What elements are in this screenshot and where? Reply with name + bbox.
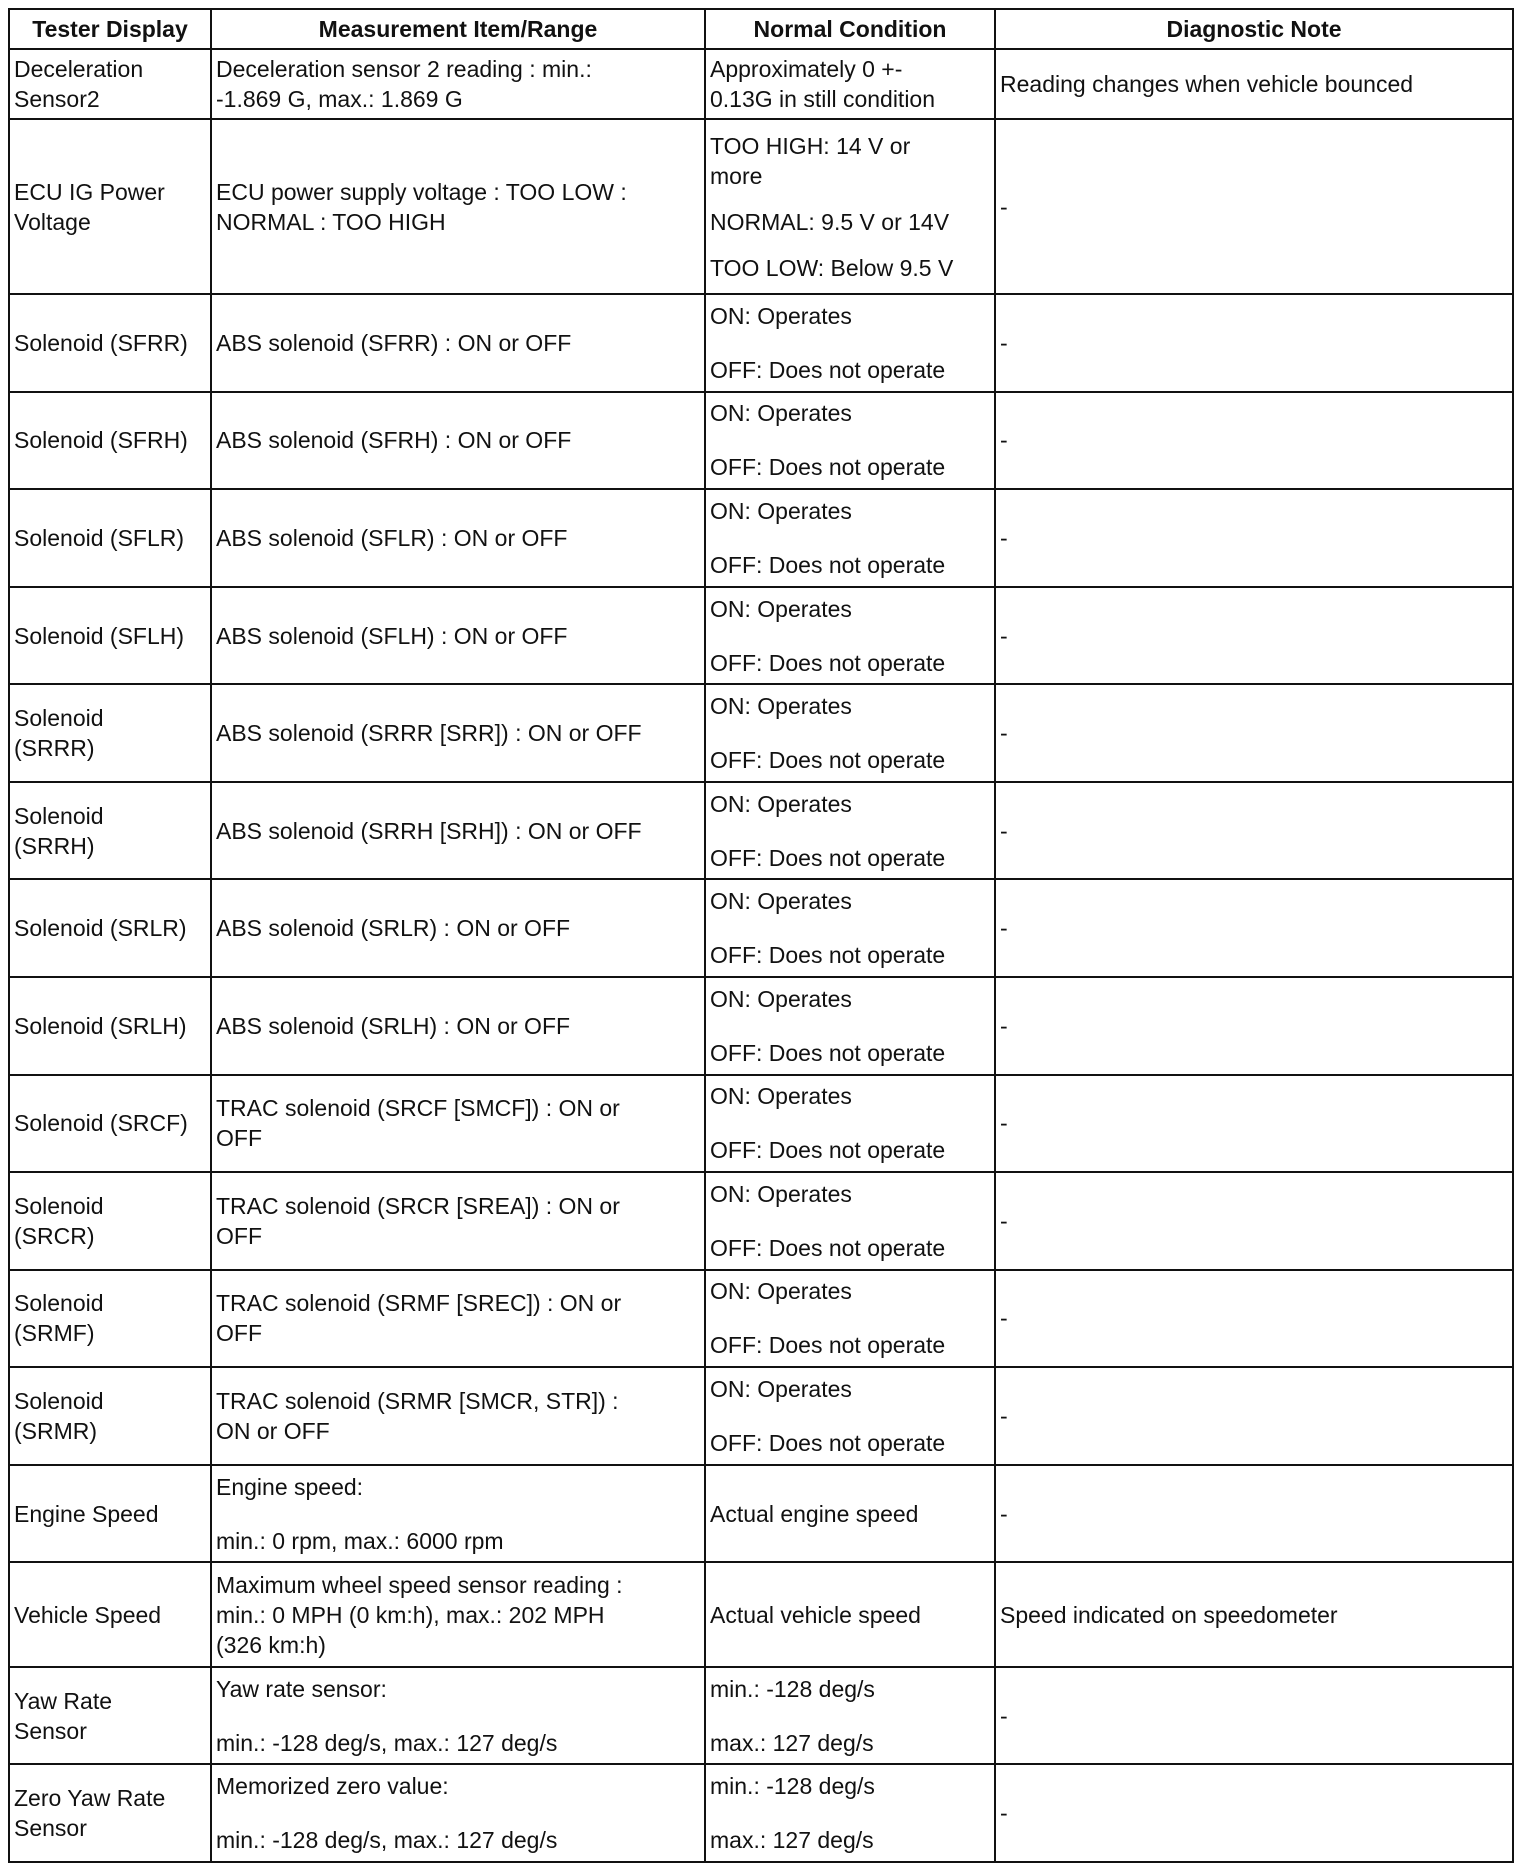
table-row	[9, 119, 1513, 294]
normal-condition-line: ON: Operates	[710, 595, 852, 622]
tester-display-cell: Solenoid (SRMR)	[9, 1367, 211, 1465]
measurement-item-line: Engine speed:	[216, 1473, 364, 1500]
normal-condition-cell	[705, 977, 995, 1075]
column-header-tester-display: Tester Display	[9, 9, 211, 49]
normal-condition-line: ON: Operates	[710, 497, 852, 524]
table-row	[9, 1075, 1513, 1173]
measurement-item-cell	[211, 1667, 705, 1765]
diagnostic-note-cell: -	[995, 1667, 1513, 1765]
measurement-item-line: min.: -128 deg/s, max.: 127 deg/s	[216, 1729, 558, 1756]
normal-condition-line: Actual engine speed	[710, 1500, 919, 1527]
normal-condition-cell	[705, 684, 995, 782]
measurement-item-cell: ABS solenoid (SFRR) : ON or OFF	[211, 294, 705, 392]
measurement-item-cell: ABS solenoid (SFLH) : ON or OFF	[211, 587, 705, 685]
table-row	[9, 489, 1513, 587]
diagnostic-note-cell: -	[995, 1172, 1513, 1270]
table-header-row	[9, 9, 1513, 49]
normal-condition-line: OFF: Does not operate	[710, 1137, 946, 1164]
normal-condition-line: TOO LOW: Below 9.5 V	[710, 254, 954, 281]
normal-condition-cell	[705, 879, 995, 977]
tester-display-cell: Solenoid (SRLR)	[9, 879, 211, 977]
normal-condition-cell	[705, 587, 995, 685]
table-row	[9, 1270, 1513, 1368]
normal-condition-cell	[705, 1270, 995, 1368]
measurement-item-line: Memorized zero value:	[216, 1773, 449, 1800]
normal-condition-line: ON: Operates	[710, 1083, 852, 1110]
normal-condition-line: OFF: Does not operate	[710, 1332, 946, 1359]
normal-condition-cell	[705, 49, 995, 119]
normal-condition-line: OFF: Does not operate	[710, 454, 946, 481]
normal-condition-line: TOO HIGH: 14 V or more	[710, 132, 911, 189]
normal-condition-line: OFF: Does not operate	[710, 1430, 946, 1457]
table-row	[9, 294, 1513, 392]
normal-condition-line: ON: Operates	[710, 888, 852, 915]
normal-condition-line: OFF: Does not operate	[710, 649, 946, 676]
normal-condition-line: ON: Operates	[710, 400, 852, 427]
measurement-item-cell	[211, 1764, 705, 1862]
normal-condition-line: ON: Operates	[710, 1278, 852, 1305]
measurement-item-line: Yaw rate sensor:	[216, 1675, 387, 1702]
measurement-item-cell: ECU power supply voltage : TOO LOW : NORMAL : TOO HIGH	[211, 119, 705, 294]
diagnostic-note-cell: -	[995, 489, 1513, 587]
normal-condition-cell	[705, 1764, 995, 1862]
measurement-item-cell: TRAC solenoid (SRMF [SREC]) : ON or OFF	[211, 1270, 705, 1368]
measurement-item-cell: TRAC solenoid (SRCF [SMCF]) : ON or OFF	[211, 1075, 705, 1173]
tester-display-cell: Solenoid (SRLH)	[9, 977, 211, 1075]
diagnostic-note-cell: -	[995, 119, 1513, 294]
tester-display-cell: Vehicle Speed	[9, 1562, 211, 1666]
table-row	[9, 1667, 1513, 1765]
diagnostic-note-cell: -	[995, 1367, 1513, 1465]
diagnostic-note-cell: -	[995, 977, 1513, 1075]
tester-display-cell: Engine Speed	[9, 1465, 211, 1563]
normal-condition-line: ON: Operates	[710, 1180, 852, 1207]
normal-condition-line: ON: Operates	[710, 302, 852, 329]
column-header-measurement-item: Measurement Item/Range	[211, 9, 705, 49]
table-row	[9, 1764, 1513, 1862]
diagnostic-note-cell: -	[995, 294, 1513, 392]
tester-display-cell: Deceleration Sensor2	[9, 49, 211, 119]
normal-condition-line: Approximately 0 +- 0.13G in still condition	[710, 56, 936, 113]
table-body	[9, 49, 1513, 1862]
measurement-item-line: min.: 0 rpm, max.: 6000 rpm	[216, 1527, 504, 1554]
measurement-item-cell: ABS solenoid (SFLR) : ON or OFF	[211, 489, 705, 587]
normal-condition-cell	[705, 392, 995, 490]
table-row	[9, 1562, 1513, 1666]
normal-condition-cell	[705, 1367, 995, 1465]
measurement-item-cell	[211, 1465, 705, 1563]
diagnostic-note-cell: -	[995, 879, 1513, 977]
column-header-normal-condition: Normal Condition	[705, 9, 995, 49]
normal-condition-line: ON: Operates	[710, 693, 852, 720]
tester-display-cell: Solenoid (SRMF)	[9, 1270, 211, 1368]
table-row	[9, 1172, 1513, 1270]
table-row	[9, 782, 1513, 880]
data-list-table	[8, 8, 1514, 1863]
table-row	[9, 49, 1513, 119]
table-row	[9, 392, 1513, 490]
normal-condition-line: OFF: Does not operate	[710, 844, 946, 871]
measurement-item-cell: ABS solenoid (SFRH) : ON or OFF	[211, 392, 705, 490]
tester-display-cell: Solenoid (SRCF)	[9, 1075, 211, 1173]
normal-condition-line: min.: -128 deg/s	[710, 1773, 875, 1800]
measurement-item-cell: Maximum wheel speed sensor reading : min.: 0 MPH (0 km:h), max.: 202 MPH (326 km:h)	[211, 1562, 705, 1666]
normal-condition-line: OFF: Does not operate	[710, 942, 946, 969]
normal-condition-line: ON: Operates	[710, 985, 852, 1012]
diagnostic-note-cell: -	[995, 684, 1513, 782]
diagnostic-note-cell: -	[995, 1764, 1513, 1862]
diagnostic-note-cell: -	[995, 782, 1513, 880]
tester-display-cell: Yaw Rate Sensor	[9, 1667, 211, 1765]
measurement-item-cell: ABS solenoid (SRLH) : ON or OFF	[211, 977, 705, 1075]
normal-condition-cell	[705, 1172, 995, 1270]
diagnostic-note-cell: -	[995, 1270, 1513, 1368]
tester-display-cell: Solenoid (SFRH)	[9, 392, 211, 490]
normal-condition-line: OFF: Does not operate	[710, 747, 946, 774]
normal-condition-line: OFF: Does not operate	[710, 356, 946, 383]
tester-display-cell: Solenoid (SRRR)	[9, 684, 211, 782]
table-row	[9, 1367, 1513, 1465]
table-row	[9, 684, 1513, 782]
tester-display-cell: Solenoid (SFRR)	[9, 294, 211, 392]
normal-condition-line: NORMAL: 9.5 V or 14V	[710, 208, 950, 235]
normal-condition-cell	[705, 1562, 995, 1666]
measurement-item-line: min.: -128 deg/s, max.: 127 deg/s	[216, 1827, 558, 1854]
normal-condition-line: ON: Operates	[710, 1376, 852, 1403]
tester-display-cell: Solenoid (SFLR)	[9, 489, 211, 587]
measurement-item-cell: TRAC solenoid (SRCR [SREA]) : ON or OFF	[211, 1172, 705, 1270]
normal-condition-line: OFF: Does not operate	[710, 1234, 946, 1261]
diagnostic-note-cell: Speed indicated on speedometer	[995, 1562, 1513, 1666]
normal-condition-line: max.: 127 deg/s	[710, 1729, 874, 1756]
table-row	[9, 879, 1513, 977]
measurement-item-cell: Deceleration sensor 2 reading : min.: -1.869 G, max.: 1.869 G	[211, 49, 705, 119]
diagnostic-note-cell: -	[995, 392, 1513, 490]
normal-condition-line: OFF: Does not operate	[710, 1039, 946, 1066]
diagnostic-note-cell: -	[995, 1465, 1513, 1563]
tester-display-cell: Solenoid (SFLH)	[9, 587, 211, 685]
measurement-item-cell: ABS solenoid (SRRH [SRH]) : ON or OFF	[211, 782, 705, 880]
normal-condition-cell	[705, 1465, 995, 1563]
table-row	[9, 587, 1513, 685]
measurement-item-cell: ABS solenoid (SRLR) : ON or OFF	[211, 879, 705, 977]
tester-display-cell: ECU IG Power Voltage	[9, 119, 211, 294]
normal-condition-line: Actual vehicle speed	[710, 1601, 921, 1628]
table-row	[9, 1465, 1513, 1563]
normal-condition-cell	[705, 782, 995, 880]
normal-condition-line: ON: Operates	[710, 790, 852, 817]
normal-condition-line: min.: -128 deg/s	[710, 1675, 875, 1702]
normal-condition-line: max.: 127 deg/s	[710, 1827, 874, 1854]
tester-display-cell: Solenoid (SRCR)	[9, 1172, 211, 1270]
tester-display-cell: Zero Yaw Rate Sensor	[9, 1764, 211, 1862]
measurement-item-cell: TRAC solenoid (SRMR [SMCR, STR]) : ON or OFF	[211, 1367, 705, 1465]
normal-condition-cell	[705, 294, 995, 392]
diagnostic-note-cell: Reading changes when vehicle bounced	[995, 49, 1513, 119]
diagnostic-note-cell: -	[995, 1075, 1513, 1173]
diagnostic-note-cell: -	[995, 587, 1513, 685]
table-row	[9, 977, 1513, 1075]
measurement-item-cell: ABS solenoid (SRRR [SRR]) : ON or OFF	[211, 684, 705, 782]
tester-display-cell: Solenoid (SRRH)	[9, 782, 211, 880]
normal-condition-line: OFF: Does not operate	[710, 551, 946, 578]
normal-condition-cell	[705, 489, 995, 587]
normal-condition-cell	[705, 1667, 995, 1765]
normal-condition-cell	[705, 1075, 995, 1173]
normal-condition-cell	[705, 119, 995, 294]
column-header-diagnostic-note: Diagnostic Note	[995, 9, 1513, 49]
